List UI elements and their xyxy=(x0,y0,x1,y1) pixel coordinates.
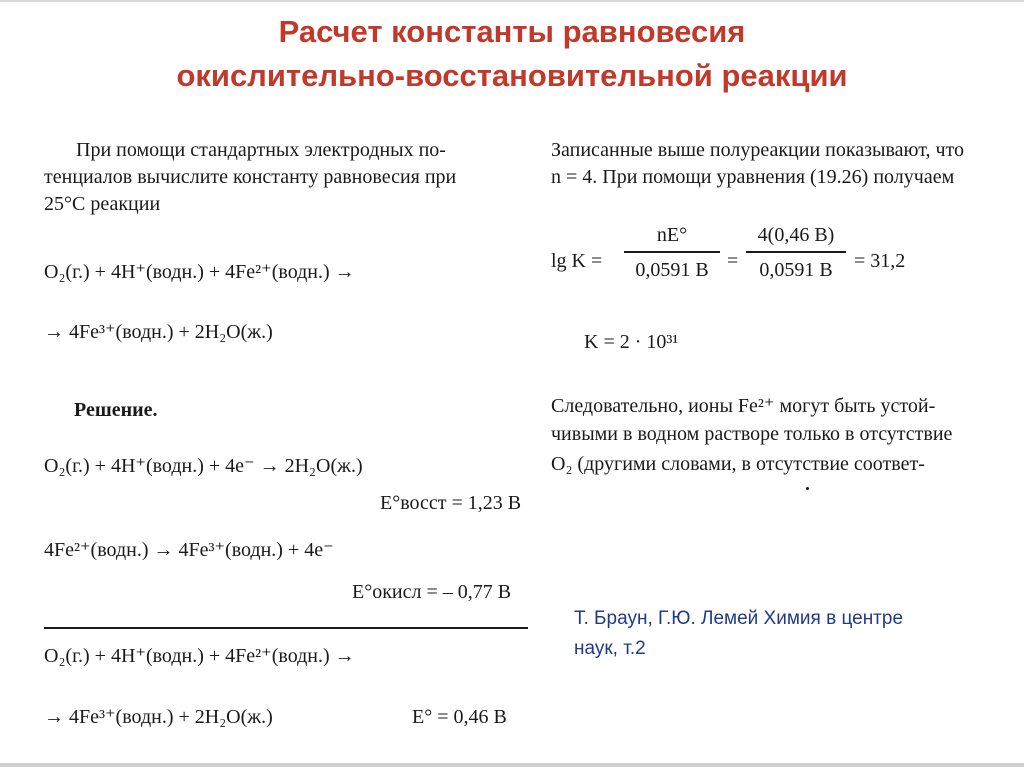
fraction-2-bar xyxy=(746,251,846,253)
solution-heading: Решение. xyxy=(74,399,158,421)
k-value: K = 2 · 10³¹ xyxy=(584,331,679,353)
fraction-1-numerator: nE° xyxy=(656,224,688,246)
bottom-border xyxy=(0,763,1024,767)
right-text-line-1: Записанные выше полуреакции показывают, что xyxy=(551,139,964,161)
reaction-line-2: → 4Fe³⁺(водн.) + 2H₂O(ж.) xyxy=(44,321,273,343)
reference-line-1: Т. Браун, Г.Ю. Лемей Химия в центре xyxy=(574,608,904,629)
overall-reaction-line-2: → 4Fe³⁺(водн.) + 2H₂O(ж.) xyxy=(44,706,273,728)
reference-line-2: наук, т.2 xyxy=(574,638,646,659)
fraction-1-bar xyxy=(624,251,720,253)
half-reaction-2: 4Fe²⁺(водн.) → 4Fe³⁺(водн.) + 4e⁻ xyxy=(44,539,334,561)
problem-line-3: 25°С реакции xyxy=(44,193,161,215)
half-reaction-1: O₂(г.) + 4H⁺(водн.) + 4e⁻ → 2H₂O(ж.) xyxy=(44,455,363,477)
conclusion-line-1: Следовательно, ионы Fe²⁺ могут быть устой- xyxy=(551,395,936,417)
problem-line-2: тенциалов вычислите константу равновесия при xyxy=(44,166,457,188)
problem-line-1: При помощи стандартных электродных по- xyxy=(76,139,446,161)
overall-reaction-line-1: O₂(г.) + 4H⁺(водн.) + 4Fe²⁺(водн.) → xyxy=(44,645,355,667)
reaction-line-1: O₂(г.) + 4H⁺(водн.) + 4Fe²⁺(водн.) → xyxy=(44,261,355,283)
fraction-2 xyxy=(746,222,846,283)
equation-lhs: lg K = xyxy=(551,250,603,272)
half-reaction-2-potential: E°окисл = – 0,77 В xyxy=(352,581,512,603)
equation-equals: = xyxy=(727,250,739,272)
fraction-1 xyxy=(624,222,720,283)
book-reference xyxy=(574,604,1014,664)
top-border xyxy=(0,0,1024,2)
slide-title xyxy=(0,10,1024,98)
overall-potential: E° = 0,46 В xyxy=(412,706,507,728)
title-line-2: окислительно-восстановительной реакции xyxy=(176,58,848,93)
title-line-1: Расчет константы равновесия xyxy=(278,14,746,49)
right-text-line-2: n = 4. При помощи уравнения (19.26) получаем xyxy=(551,166,955,188)
equation-result: = 31,2 xyxy=(854,250,906,272)
conclusion-line-2: чивыми в водном растворе только в отсутствие xyxy=(551,423,953,445)
scan-dot xyxy=(806,487,809,490)
conclusion-line-3: O₂ (другими словами, в отсутствие соответ- xyxy=(551,453,925,475)
fraction-1-denominator: 0,0591 В xyxy=(635,259,709,281)
sum-rule xyxy=(44,627,528,629)
half-reaction-1-potential: E°восст = 1,23 В xyxy=(380,492,522,514)
fraction-2-denominator: 0,0591 В xyxy=(759,259,833,281)
fraction-2-numerator: 4(0,46 В) xyxy=(757,224,835,246)
